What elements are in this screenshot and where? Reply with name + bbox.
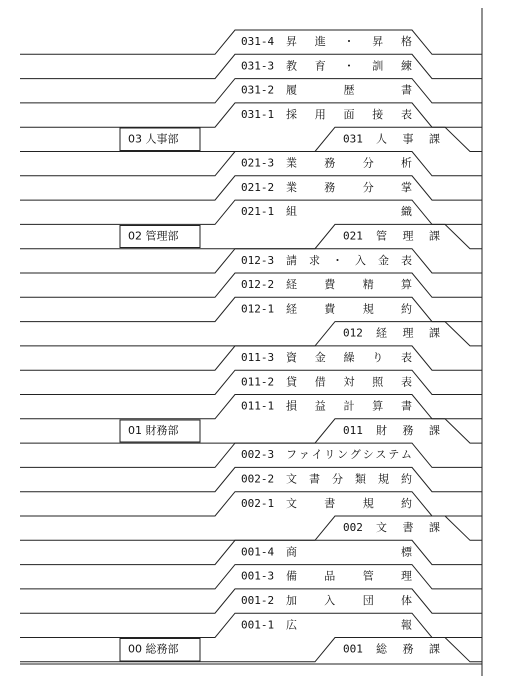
folder-code: 002-1 bbox=[241, 496, 275, 510]
folder-name: 履歴書 bbox=[286, 83, 412, 97]
section-name: 経理課 bbox=[376, 326, 440, 340]
section-code: 031 bbox=[343, 132, 363, 146]
department-label: 01 財務部 bbox=[128, 423, 179, 437]
folder-tab-row bbox=[20, 249, 482, 273]
folder-name: 貸借対照表 bbox=[286, 375, 412, 389]
section-name: 総務課 bbox=[376, 642, 440, 656]
section-code: 011 bbox=[343, 423, 363, 437]
folder-tab-row bbox=[20, 54, 482, 78]
folder-code: 021-3 bbox=[241, 156, 275, 170]
folder-name: 業務分掌 bbox=[286, 180, 412, 194]
folder-tab-row bbox=[20, 273, 482, 297]
folder-code: 031-3 bbox=[241, 59, 275, 73]
folder-name: 広報 bbox=[286, 618, 412, 632]
folder-tab-row bbox=[20, 540, 482, 564]
folder-tab-row bbox=[20, 565, 482, 589]
folder-code: 012-3 bbox=[241, 253, 275, 267]
section-code: 021 bbox=[343, 229, 363, 243]
section-tab-row bbox=[20, 419, 482, 443]
folder-tab-row bbox=[20, 79, 482, 103]
folder-name: ファイリングシステム bbox=[286, 448, 412, 462]
folder-code: 031-2 bbox=[241, 83, 275, 97]
folder-name: 備品管理 bbox=[286, 569, 412, 583]
folder-code: 011-2 bbox=[241, 375, 275, 389]
section-name: 財務課 bbox=[376, 423, 440, 437]
folder-name: 資金繰り表 bbox=[286, 350, 412, 364]
folder-name: 請求・入金表 bbox=[286, 253, 412, 267]
folder-tab-row bbox=[20, 443, 482, 467]
folder-tab-row bbox=[20, 613, 482, 637]
folder-tab-row bbox=[20, 370, 482, 394]
folder-name: 組織 bbox=[286, 205, 412, 219]
folder-name: 教育・訓練 bbox=[286, 59, 412, 73]
folder-code: 012-2 bbox=[241, 278, 275, 292]
folder-code: 001-2 bbox=[241, 593, 275, 607]
folder-code: 011-1 bbox=[241, 399, 275, 413]
folder-code: 002-2 bbox=[241, 472, 275, 486]
folder-tab-row bbox=[20, 395, 482, 419]
folder-name: 文書規約 bbox=[286, 496, 412, 510]
section-name: 人事課 bbox=[376, 132, 440, 146]
folder-tab-row bbox=[20, 200, 482, 224]
folder-name: 業務分析 bbox=[286, 156, 412, 170]
department-label: 02 管理部 bbox=[128, 229, 179, 243]
department-label: 03 人事部 bbox=[128, 132, 179, 146]
department-label: 00 総務部 bbox=[128, 642, 179, 656]
folder-name: 採用面接表 bbox=[286, 107, 412, 121]
folder-tab-row bbox=[20, 492, 482, 516]
section-name: 管理課 bbox=[376, 229, 440, 243]
folder-name: 損益計算書 bbox=[286, 399, 412, 413]
folder-code: 031-4 bbox=[241, 35, 275, 49]
folder-tab-row bbox=[20, 589, 482, 613]
folder-name: 経費規約 bbox=[286, 302, 412, 316]
section-tab-row bbox=[20, 322, 482, 346]
folder-code: 001-1 bbox=[241, 618, 275, 632]
folder-code: 021-2 bbox=[241, 180, 275, 194]
section-tab-row bbox=[20, 224, 482, 248]
folder-name: 加入団体 bbox=[286, 593, 412, 607]
folder-code: 012-1 bbox=[241, 302, 275, 316]
section-tab-row bbox=[20, 638, 482, 662]
folder-code: 021-1 bbox=[241, 205, 275, 219]
folder-tab-row bbox=[20, 103, 482, 127]
section-name: 文書課 bbox=[376, 521, 440, 535]
folder-name: 昇進・昇格 bbox=[286, 35, 412, 49]
folder-code: 001-3 bbox=[241, 569, 275, 583]
folder-code: 031-1 bbox=[241, 107, 275, 121]
folder-name: 経費精算 bbox=[286, 278, 412, 292]
section-tab-row bbox=[20, 127, 482, 151]
folder-name: 文書分類規約 bbox=[286, 472, 412, 486]
folder-name: 商標 bbox=[286, 545, 412, 559]
folder-tab-row bbox=[20, 30, 482, 54]
folder-tab-row bbox=[20, 346, 482, 370]
folder-code: 001-4 bbox=[241, 545, 275, 559]
section-code: 001 bbox=[343, 642, 363, 656]
folder-tab-row bbox=[20, 297, 482, 321]
folder-tab-row bbox=[20, 467, 482, 491]
folder-tab-row bbox=[20, 152, 482, 176]
section-tab-row bbox=[20, 516, 482, 540]
section-code: 012 bbox=[343, 326, 363, 340]
folder-tab-row bbox=[20, 176, 482, 200]
folder-code: 002-3 bbox=[241, 448, 275, 462]
section-code: 002 bbox=[343, 521, 363, 535]
folder-code: 011-3 bbox=[241, 350, 275, 364]
